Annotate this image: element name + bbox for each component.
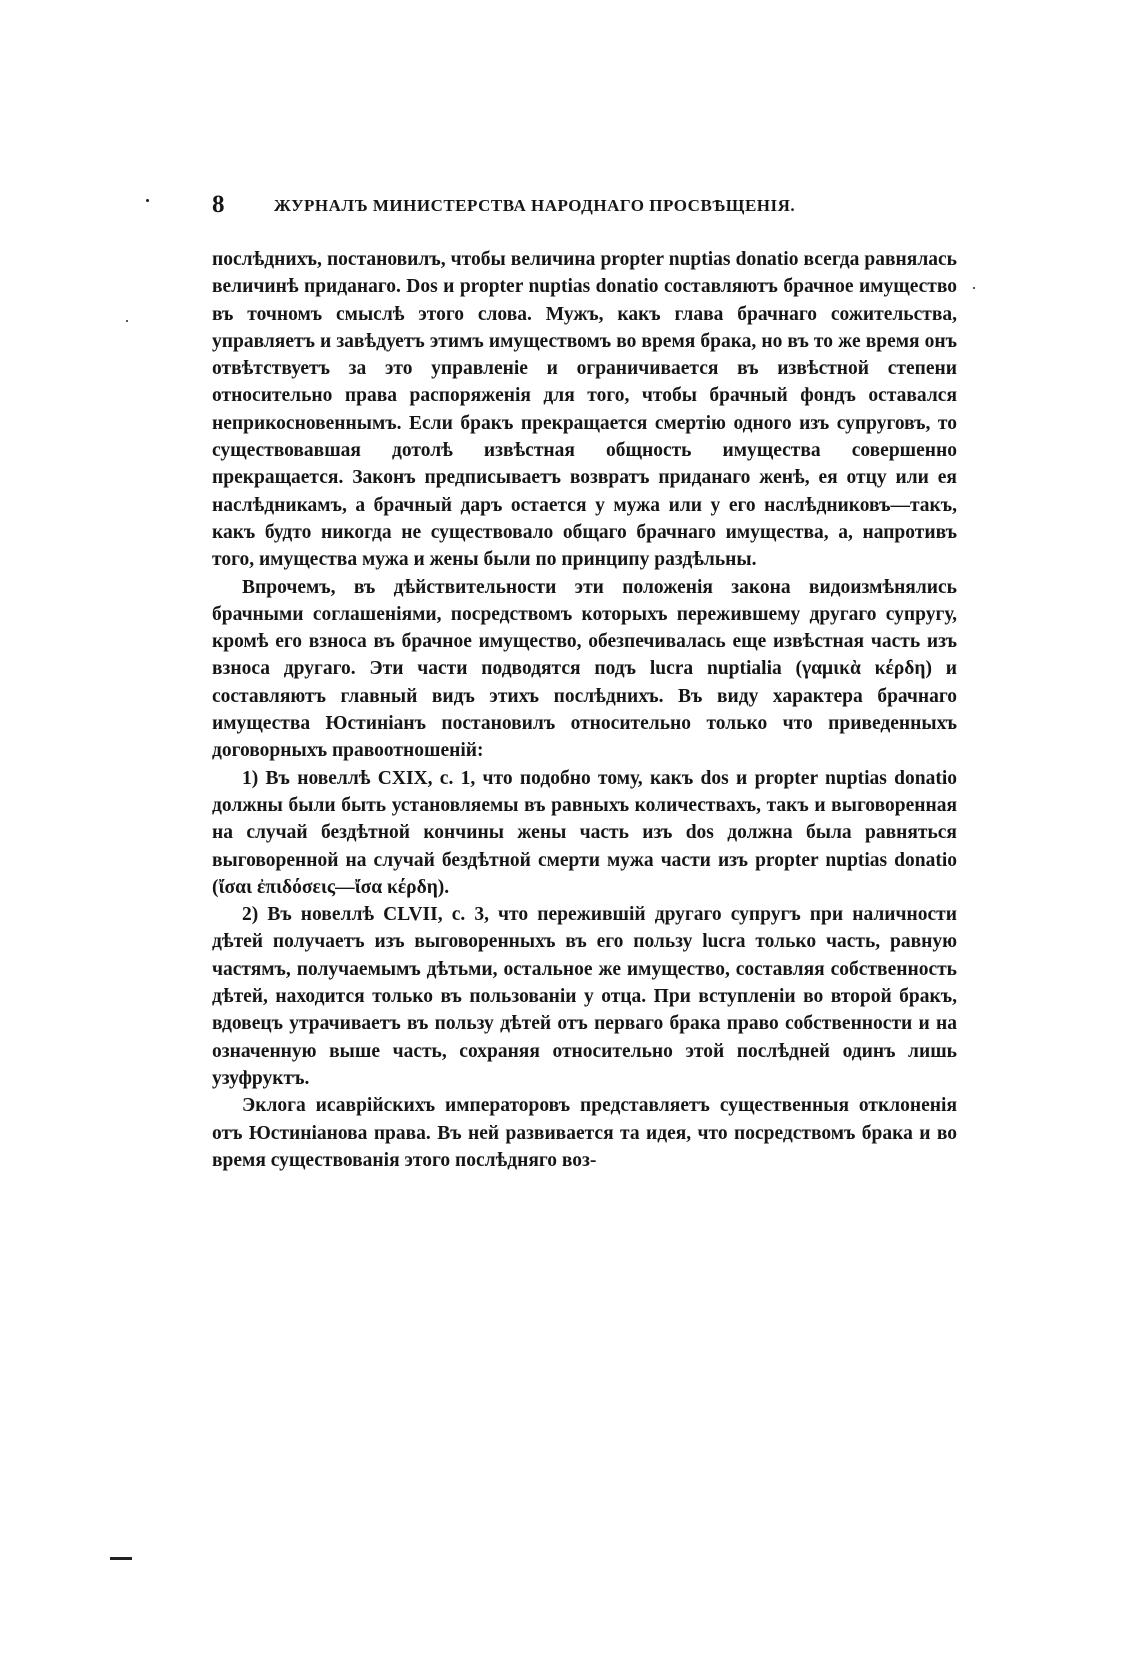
- paragraph: 2) Въ новеллѣ CLVII, c. 3, что пережившій другаго супругъ при наличности дѣтей получаетъ изъ выговоренныхъ въ его пользу lucra только часть, равную частямъ, получаемымъ дѣтьми, остальное же имущество, составляя собственность дѣтей, находится только въ пользованіи у отца. При вступленіи во второй бракъ, вдовецъ утрачиваетъ въ пользу дѣтей отъ перваго брака право собственности и на означенную выше часть, сохраняя относительно этой послѣдней одинъ лишь узуфруктъ.: [212, 904, 957, 1089]
- paragraph: Эклога исаврійскихъ императоровъ представляетъ существенныя отклоненія отъ Юстиніанова права. Въ ней развивается та идея, что посредствомъ брака и во время существованія этого послѣдняго воз-: [212, 1095, 957, 1171]
- body-text: [212, 246, 957, 1174]
- page-number: 8: [212, 191, 225, 218]
- running-title: ЖУРНАЛЪ МИНИСТЕРСТВА НАРОДНАГО ПРОСВѢЩЕНІЯ.: [274, 196, 796, 215]
- margin-speck: [146, 199, 149, 202]
- page-header: [212, 190, 972, 220]
- paragraph: 1) Въ новеллѣ CXIX, c. 1, что подобно тому, какъ dos и propter nuptias donatio должны были быть установляемы въ равныхъ количествахъ, такъ и выговоренная на случай бездѣтной кончины жены часть изъ dos должна была равняться выговоренной на случай бездѣтной смерти мужа части изъ propter nuptias donatio (ἴσαι ἐπιδόσεις—ἴσα κέρδη).: [212, 767, 957, 898]
- margin-speck: [126, 320, 128, 322]
- paragraph: послѣднихъ, постановилъ, чтобы величина propter nuptias donatio всегда равнялась величинѣ приданаго. Dos и propter nuptias donatio составляютъ брачное имущество въ точномъ смыслѣ этого слова. Мужъ, какъ глава брачнаго сожительства, управляетъ и завѣдуетъ этимъ имуществомъ во время брака, но въ то же время онъ отвѣтствуетъ за это управленіе и ограничивается въ извѣстной степени относительно права распоряженія для того, чтобы брачный фондъ оставался неприкосновеннымъ. Если бракъ прекращается смертію одного изъ супруговъ, то существовавшая дотолѣ извѣстная общность имущества совершенно прекращается. Законъ предписываетъ возвратъ приданаго женѣ, ея отцу или ея наслѣдникамъ, а брачный даръ остается у мужа или у его наслѣдниковъ—такъ, какъ будто никогда не существовало общаго брачнаго имущества, а, напротивъ того, имущества мужа и жены были по принципу раздѣльны.: [212, 249, 957, 571]
- margin-speck: [973, 287, 975, 289]
- paragraph: Впрочемъ, въ дѣйствительности эти положенія закона видоизмѣнялись брачными соглашеніями, посредствомъ которыхъ пережившему другаго супругу, кромѣ его взноса въ брачное имущество, обезпечивалась еще извѣстная часть изъ взноса другаго. Эти части подводятся подъ lucra nuptialia (γαμικὰ κέρδη) и составляютъ главный видъ этихъ послѣднихъ. Въ виду характера брачнаго имущества Юстиніанъ постановилъ относительно только что приведенныхъ договорныхъ правоотношеній:: [212, 576, 957, 762]
- margin-dash-mark: [110, 1557, 132, 1560]
